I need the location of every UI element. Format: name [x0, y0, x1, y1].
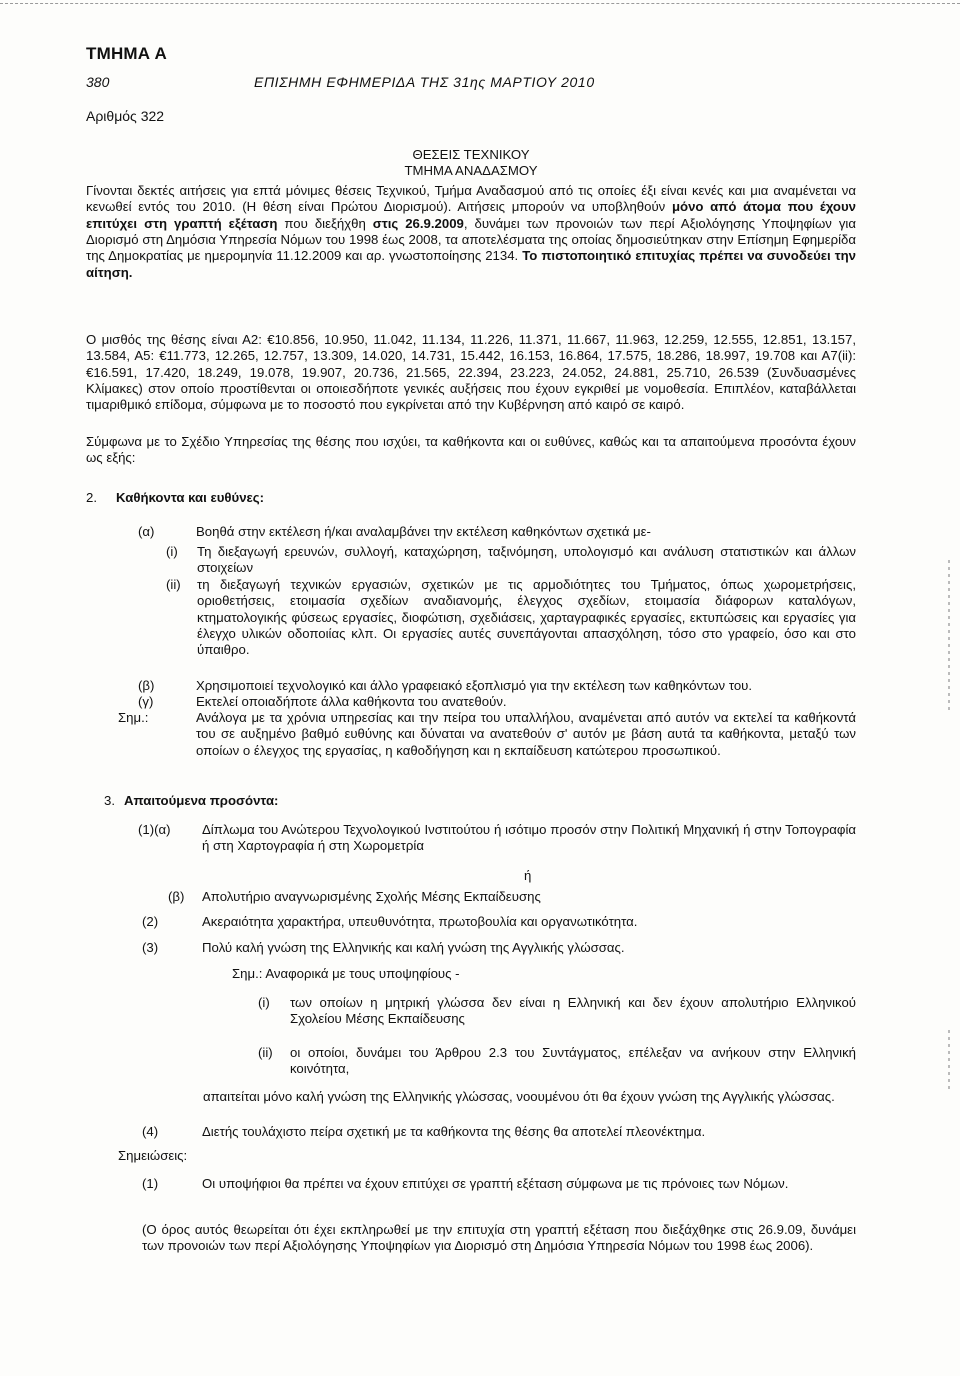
- duty-a-i: [166, 544, 856, 577]
- qual-1a: [138, 822, 856, 855]
- qual-3-i-label: (i): [258, 995, 270, 1010]
- duty-b-text: Χρησιμοποιεί τεχνολογικό και άλλο γραφειακό εξοπλισμό για την εκτέλεση των καθηκόντων του.: [196, 678, 753, 693]
- qual-3: [142, 940, 856, 956]
- note-1-text: Οι υποψήφιοι θα πρέπει να έχουν επιτύχει σε γραπτή εξέταση σύμφωνα με τις πρόνοιες των Νόμων.: [202, 1176, 789, 1191]
- section-heading: ΤΜΗΜΑ Α: [86, 44, 168, 63]
- note-1: [142, 1176, 856, 1192]
- duty-a-ii-text: τη διεξαγωγή τεχνικών εργασιών, σχετικών με τις αρμοδιότητες του Τμήματος, όπως χωρομετρήσεις, οριοθετήσεις, ετοιμασία σχεδίων αναδιανομής, έλεγχος σχεδίων, ετοιμασία διάφορων καταλόγων, κτηματολογικής φύσεως εργασίες, διοφώτιση, σχεδιάσεις, χαρταγραφικές εργασίες, εκτυπώσεις και εργασίες για έλεγχο υλικών οδοποιίας κλπ. Οι εργασίες αυτές συνεπάγονται απασχόληση, τόσο στο γραφείο, όσο και στο ύπαιθρο.: [197, 577, 856, 658]
- duty-a-ii: [166, 577, 856, 659]
- quals-heading: [104, 793, 278, 809]
- quals-heading-number: 3.: [104, 793, 115, 808]
- duty-a-i-text: Τη διεξαγωγή ερευνών, συλλογή, καταχώρηση, ταξινόμηση, υπολογισμό και ανάλυση στατιστικών και άλλων στοιχείων: [197, 544, 856, 576]
- duty-b: [138, 678, 856, 694]
- page-number: 380: [86, 74, 110, 90]
- notes-label: Σημειώσεις:: [118, 1148, 188, 1163]
- qual-4: [142, 1124, 856, 1140]
- title-line-2: ΤΜΗΜΑ ΑΝΑΔΑΣΜΟΥ: [404, 163, 538, 179]
- duty-c-label: (γ): [138, 694, 154, 709]
- qual-3-label: (3): [142, 940, 159, 955]
- duty-a-i-label: (i): [166, 544, 178, 559]
- qual-2-text: Ακεραιότητα χαρακτήρα, υπευθυνότητα, πρωτοβουλία και οργανωτικότητα.: [202, 914, 638, 929]
- duty-a-label: (α): [138, 524, 155, 539]
- gazette-header: ΕΠΙΣΗΜΗ ΕΦΗΜΕΡΙΔΑ ΤΗΣ 31ης ΜΑΡΤΙΟΥ 2010: [254, 74, 595, 90]
- qual-4-label: (4): [142, 1124, 159, 1139]
- qual-1a-text: Δίπλωμα του Ανώτερου Τεχνολογικού Ινστιτούτου ή ισότιμο προσόν στην Πολιτική Μηχανική ή στην Τοπογραφία ή στη Χαρτογραφία ή στη Χωρομετρία: [202, 822, 856, 854]
- scan-edge-mark: [948, 1030, 950, 1090]
- duties-note: [118, 710, 856, 759]
- intro-text: , δυνάμει των προνοιών των περί Αξιολόγησης Υποψηφίων για Διορισμό στη Δημόσια Υπηρεσία Νόμων του 1998 έως 2008, τα αποτελέσματα της οποίας δημοσιεύτηκαν στην Επίσημη Εφημερίδα της Δημοκρατίας με ημερομηνία 11.12.2009 και αρ. γνωστοποίησης 2134.: [86, 215, 856, 264]
- or-separator: ή: [524, 868, 532, 883]
- qual-3-note: Σημ.: Αναφορικά με τους υποψηφίους -: [232, 966, 460, 981]
- duty-c-text: Εκτελεί οποιαδήποτε άλλα καθήκοντα του ανατεθούν.: [196, 694, 507, 709]
- qual-3-ii-text: οι οποίοι, δυνάμει του Άρθρου 2.3 του Συντάγματος, επέλεξαν να ανήκουν στην Ελληνική κοινότητα,: [290, 1045, 856, 1077]
- duties-note-label: Σημ.:: [118, 710, 149, 725]
- intro-bold-text: μόνο από άτομα που έχουν επιτύχει στη γραπτή εξέταση: [86, 199, 857, 231]
- duty-a-text: Βοηθά στην εκτέλεση ή/και αναλαμβάνει την εκτέλεση καθηκόντων σχετικά με-: [196, 524, 651, 539]
- salary-paragraph: Ο μισθός της θέσης είναι Α2: €10.856, 10.950, 11.042, 11.134, 11.226, 11.371, 11.667, 11.963, 12.259, 12.555, 12.851, 13.157, 13.584, Α5: €11.773, 12.265, 12.757, 13.309, 14.020, 14.731, 15.442, 16.153, 16.864, 17.575, 18.286, 18.997, 19.708 και Α7(ii): €16.591, 17.420, 18.249, 19.078, 19.907, 20.736, 21.565, 22.394, 23.223, 24.052, 24.881, 25.710, 26.539 (Συνδυασμένες Κλίμακες) στον οποίο προστίθενται οι οποιεσδήποτε γενικές αυξήσεις που έχουν εγκριθεί με νομοθεσία. Επιπλέον, καταβάλλεται τιμαριθμικό επίδομα, σύμφωνα με το ποσοστό που εγκρίνεται από την Κυβέρνηση από καιρό σε καιρό.: [86, 332, 856, 413]
- intro-text: Γίνονται δεκτές αιτήσεις για επτά μόνιμες θέσεις Τεχνικού, Τμήμα Αναδασμού από τις οποίες έξι είναι κενές και μια αναμένεται να κενωθεί εντός του 2010. (Η θέση είναι Πρώτου Διορισμού). Αιτήσεις μπορούν να υποβληθούν: [86, 183, 856, 215]
- qual-3-text: Πολύ καλή γνώση της Ελληνικής και καλή γνώση της Αγγλικής γλώσσας.: [202, 940, 625, 955]
- qual-3-ii: [258, 1045, 856, 1078]
- notice-number: Αριθμός 322: [86, 108, 165, 124]
- quals-heading-text: Απαιτούμενα προσόντα:: [124, 793, 279, 808]
- note-1-label: (1): [142, 1176, 159, 1191]
- qual-1b-text: Απολυτήριο αναγνωρισμένης Σχολής Μέσης Εκπαίδευσης: [202, 889, 541, 904]
- intro-paragraph: [86, 183, 856, 281]
- qual-3-after: απαιτείται μόνο καλή γνώση της Ελληνικής γλώσσας, νοουμένου ότι θα έχουν γνώση της Αγγλικής γλώσσας.: [203, 1089, 835, 1104]
- note-1-extra: (Ο όρος αυτός θεωρείται ότι έχει εκπληρωθεί με την επιτυχία στη γραπτή εξέταση που διεξάχθηκε στις 26.9.09, δυνάμει των προνοιών των περί Αξιολόγησης Υποψηφίων για Διορισμό στη Δημόσια Υπηρεσία Νόμων του 1998 έως 2006).: [142, 1222, 856, 1254]
- duty-b-label: (β): [138, 678, 155, 693]
- duty-c: [138, 694, 856, 710]
- duty-a: [138, 524, 856, 540]
- scheme-paragraph: Σύμφωνα με το Σχέδιο Υπηρεσίας της θέσης που ισχύει, τα καθήκοντα και οι ευθύνες, καθώς και τα απαιτούμενα προσόντα έχουν ως εξής:: [86, 434, 856, 466]
- duties-heading-text: Καθήκοντα και ευθύνες:: [116, 490, 265, 505]
- qual-2: [142, 914, 856, 930]
- qual-3-ii-label: (ii): [258, 1045, 273, 1060]
- qual-1a-label: (1)(α): [138, 822, 171, 837]
- notice-title: [86, 147, 856, 180]
- title-line-1: ΘΕΣΕΙΣ ΤΕΧΝΙΚΟΥ: [412, 147, 530, 162]
- certificate-requirement: Το πιστοποιητικό επιτυχίας πρέπει να συνοδεύει την αίτηση.: [86, 248, 856, 280]
- qual-3-i-text: των οποίων η μητρική γλώσσα δεν είναι η Ελληνική και δεν έχουν απολυτήριο Ελληνικού Σχολείου Μέσης Εκπαίδευσης: [290, 995, 856, 1027]
- qual-1b: [168, 889, 856, 905]
- scan-top-border: [0, 3, 960, 4]
- duty-a-ii-label: (ii): [166, 577, 181, 592]
- exam-date: στις 26.9.2009: [372, 215, 464, 231]
- qual-1b-label: (β): [168, 889, 185, 904]
- intro-text: που διεξήχθη: [277, 215, 373, 231]
- duties-note-text: Ανάλογα με τα χρόνια υπηρεσίας και την πείρα του υπαλλήλου, αναμένεται από αυτόν να εκτελεί τα καθήκοντά του σε αυξημένο βαθμό ευθύνης και δύναται να ανατεθούν σ' αυτόν με βάση αυτά τα καθήκοντα, μεταξύ των οποίων ο έλεγχος της εργασίας, η καθοδήγηση και η εκπαίδευση κατώτερου προσωπικού.: [196, 710, 856, 758]
- qual-3-i: [258, 995, 856, 1028]
- scan-edge-mark: [948, 560, 950, 710]
- duties-heading: [86, 490, 264, 506]
- qual-4-text: Διετής τουλάχιστο πείρα σχετική με τα καθήκοντα της θέσης θα αποτελεί πλεονέκτημα.: [202, 1124, 706, 1139]
- qual-2-label: (2): [142, 914, 159, 929]
- duties-heading-number: 2.: [86, 490, 97, 505]
